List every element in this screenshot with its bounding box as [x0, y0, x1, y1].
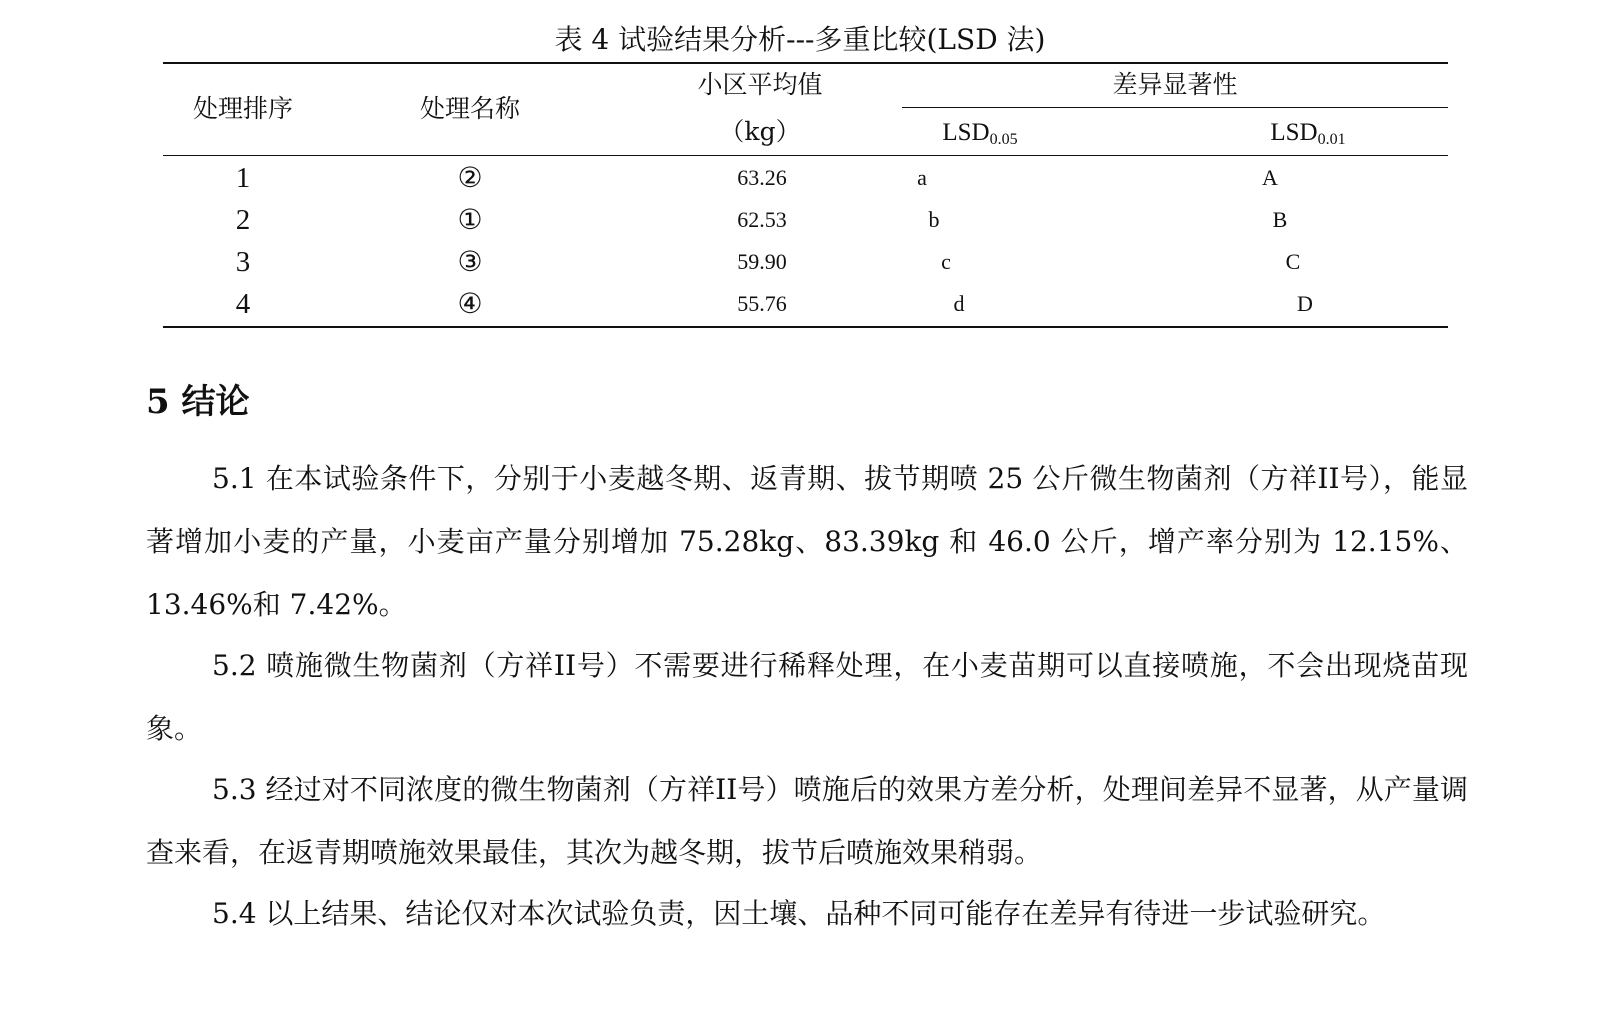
row-4-rank: 4: [235, 288, 251, 320]
row-2-name: ①: [457, 203, 483, 236]
row-1-rank: 1: [235, 162, 251, 194]
header-name: 处理名称: [419, 94, 520, 123]
header-lsd-001-main: LSD: [1270, 119, 1318, 146]
row-4-name: ④: [457, 287, 483, 320]
paragraph-5-1: 5.1 在本试验条件下，分别于小麦越冬期、返青期、拔节期喷 25 公斤微生物菌剂（方祥II号），能显著增加小麦的产量，小麦亩产量分别增加 75.28kg、83.39kg 和 46.0 公斤，增产率分别为 12.15%、13.46%和 7.42%。: [146, 462, 1468, 621]
row-1-lsd005: a: [917, 165, 927, 190]
row-4-lsd005: d: [953, 291, 965, 316]
row-1-name: ②: [457, 161, 483, 194]
paragraph-5-4: 5.4 以上结果、结论仅对本次试验负责，因土壤、品种不同可能存在差异有待进一步试验研究。: [212, 897, 1386, 930]
paragraph-5-2: 5.2 喷施微生物菌剂（方祥II号）不需要进行稀释处理，在小麦苗期可以直接喷施，不会出现烧苗现象。: [146, 649, 1468, 745]
row-3-name: ③: [457, 245, 483, 278]
table-caption: 表 4 试验结果分析---多重比较(LSD 法): [554, 23, 1046, 56]
row-4-mean: 55.76: [737, 291, 787, 316]
section-heading: 5 结论: [146, 382, 250, 422]
row-3-rank: 3: [235, 246, 251, 278]
row-3-mean: 59.90: [737, 249, 787, 274]
table-bottom-rule: [163, 326, 1448, 328]
header-lsd-005: [920, 116, 1040, 157]
row-3-lsd001: C: [1285, 249, 1301, 274]
header-lsd-005-main: LSD: [942, 119, 990, 146]
header-significance: 差异显著性: [1112, 70, 1238, 99]
row-3-lsd005: c: [941, 249, 951, 274]
row-2-mean: 62.53: [737, 207, 787, 232]
significance-sub-rule: [902, 107, 1448, 108]
header-lsd-001-sub: 0.01: [1317, 131, 1346, 148]
header-lsd-005-sub: 0.05: [989, 131, 1018, 148]
header-lsd-001: [1248, 116, 1368, 157]
row-1-lsd001: A: [1262, 165, 1278, 190]
row-2-lsd005: b: [928, 207, 940, 232]
header-rank: 处理排序: [192, 94, 293, 123]
row-1-mean: 63.26: [737, 165, 787, 190]
row-4-lsd001: D: [1297, 291, 1313, 316]
row-2-rank: 2: [235, 204, 251, 236]
table-top-rule: [163, 62, 1448, 64]
header-mean-line2: （kg）: [719, 117, 801, 146]
row-2-lsd001: B: [1272, 207, 1288, 232]
header-mean-line1: 小区平均值: [697, 70, 823, 99]
paragraph-5-3: 5.3 经过对不同浓度的微生物菌剂（方祥II号）喷施后的效果方差分析，处理间差异不显著，从产量调查来看，在返青期喷施效果最佳，其次为越冬期，拔节后喷施效果稍弱。: [146, 773, 1468, 869]
